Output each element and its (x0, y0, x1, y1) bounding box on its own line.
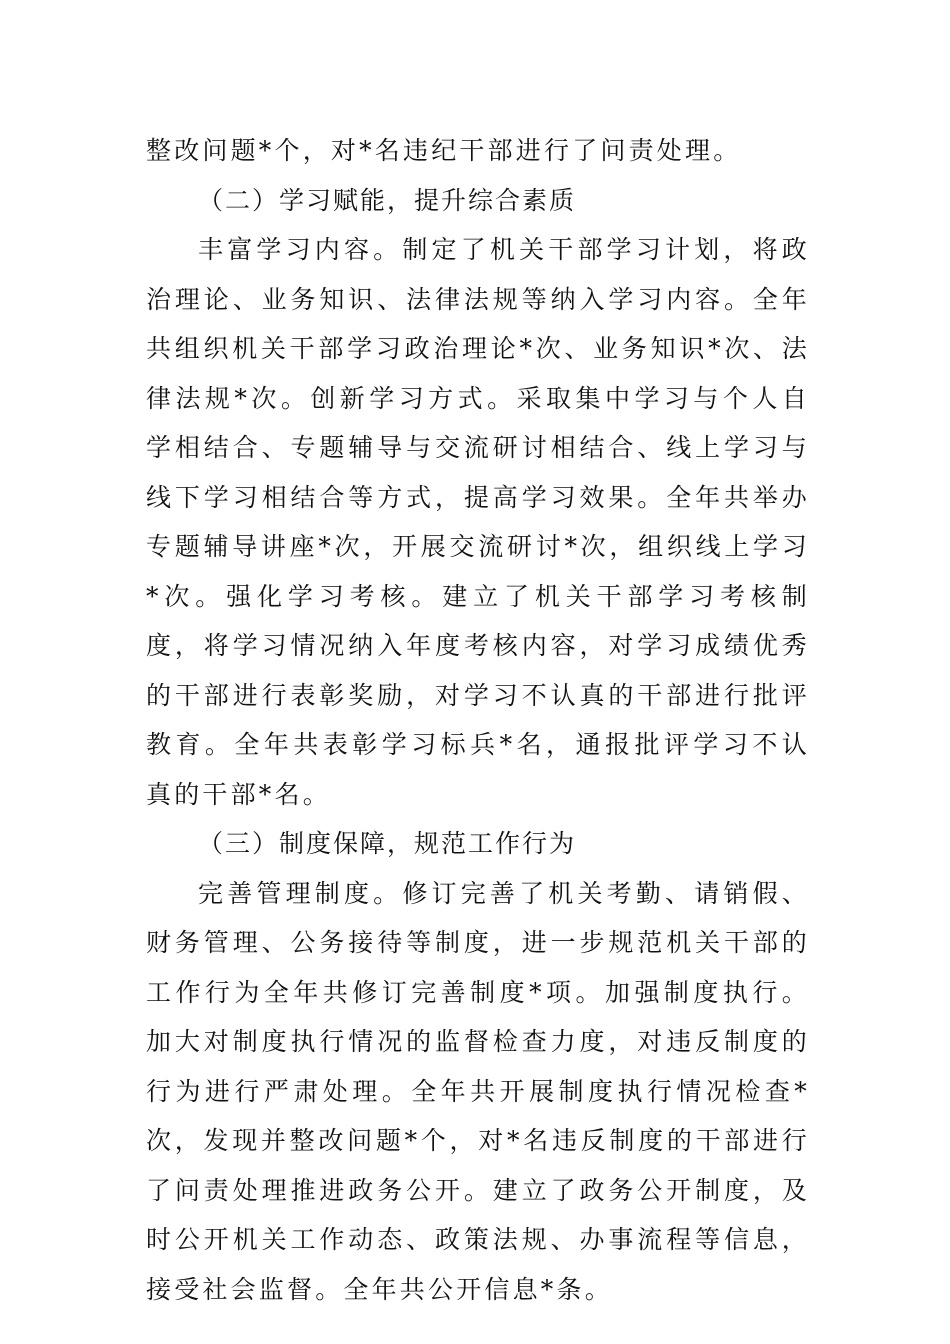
paragraph-learning: 丰富学习内容。制定了机关干部学习计划，将政治理论、业务知识、法律法规等纳入学习内容。全年共组织机关干部学习政治理论*次、业务知识*次、法律法规*次。创新学习方式。采取集中学习与个人自学相结合、专题辅导与交流研讨相结合、线上学习与线下学习相结合等方式，提高学习效果。全年共举办专题辅导讲座*次，开展交流研讨*次，组织线上学习*次。强化学习考核。建立了机关干部学习考核制度，将学习情况纳入年度考核内容，对学习成绩优秀的干部进行表彰奖励，对学习不认真的干部进行批评教育。全年共表彰学习标兵*名，通报批评学习不认真的干部*名。 (146, 235, 810, 809)
section-heading-2: （二）学习赋能，提升综合素质 (198, 185, 577, 215)
document-body (146, 126, 810, 1314)
paragraph-system: 完善管理制度。修订完善了机关考勤、请销假、财务管理、公务接待等制度，进一步规范机关干部的工作行为全年共修订完善制度*项。加强制度执行。加大对制度执行情况的监督检查力度，对违反制度的行为进行严肃处理。全年共开展制度执行情况检查*次，发现并整改问题*个，对*名违反制度的干部进行了问责处理推进政务公开。建立了政务公开制度，及时公开机关工作动态、政策法规、办事流程等信息，接受社会监督。全年共公开信息*条。 (146, 878, 810, 1304)
section-heading-3: （三）制度保障，规范工作行为 (198, 829, 577, 858)
paragraph-continuation: 整改问题*个，对*名违纪干部进行了问责处理。 (146, 136, 742, 165)
